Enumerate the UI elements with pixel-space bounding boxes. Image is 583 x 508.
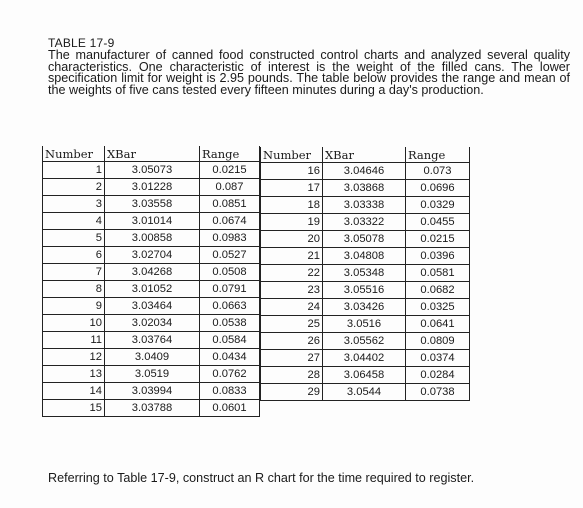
table-row [43, 196, 260, 213]
row-xbar: 3.03322 [323, 214, 406, 231]
table-right [260, 147, 470, 401]
row-range: 0.0584 [200, 332, 260, 349]
row-xbar: 3.01052 [105, 281, 200, 298]
table-row [261, 180, 470, 197]
row-range: 0.0329 [406, 197, 470, 214]
table-row [261, 248, 470, 265]
row-number: 15 [43, 400, 105, 417]
row-xbar: 3.03464 [105, 298, 200, 315]
row-range: 0.0851 [200, 196, 260, 213]
row-xbar: 3.0409 [105, 349, 200, 366]
table-row [261, 265, 470, 282]
row-range: 0.0284 [406, 367, 470, 384]
row-xbar: 3.0516 [323, 316, 406, 333]
table-row [261, 350, 470, 367]
row-range: 0.0674 [200, 213, 260, 230]
row-xbar: 3.05073 [105, 162, 200, 179]
row-xbar: 3.03426 [323, 299, 406, 316]
table-row [43, 366, 260, 383]
table-row [261, 316, 470, 333]
row-range: 0.0215 [200, 162, 260, 179]
row-range: 0.0833 [200, 383, 260, 400]
row-number: 16 [261, 163, 323, 180]
header-number: Number [261, 147, 323, 163]
table-row [261, 333, 470, 350]
table-row [261, 214, 470, 231]
row-number: 11 [43, 332, 105, 349]
row-xbar: 3.04268 [105, 264, 200, 281]
row-range: 0.0791 [200, 281, 260, 298]
row-range: 0.0809 [406, 333, 470, 350]
table-row [43, 264, 260, 281]
row-number: 1 [43, 162, 105, 179]
row-range: 0.0682 [406, 282, 470, 299]
table-row [43, 230, 260, 247]
row-xbar: 3.03764 [105, 332, 200, 349]
table-row [261, 299, 470, 316]
row-xbar: 3.04402 [323, 350, 406, 367]
table-row [261, 384, 470, 401]
row-xbar: 3.02034 [105, 315, 200, 332]
header-xbar: XBar [323, 147, 406, 163]
row-number: 20 [261, 231, 323, 248]
row-range: 0.0434 [200, 349, 260, 366]
row-xbar: 3.05348 [323, 265, 406, 282]
table-title: TABLE 17-9 [48, 36, 115, 50]
table-row [43, 400, 260, 417]
row-xbar: 3.04808 [323, 248, 406, 265]
table-row [43, 247, 260, 264]
row-range: 0.0396 [406, 248, 470, 265]
row-range: 0.0641 [406, 316, 470, 333]
row-range: 0.073 [406, 163, 470, 180]
row-xbar: 3.05516 [323, 282, 406, 299]
table-row [43, 213, 260, 230]
row-number: 12 [43, 349, 105, 366]
row-xbar: 3.01014 [105, 213, 200, 230]
row-number: 9 [43, 298, 105, 315]
table-header-row [43, 146, 260, 162]
row-range: 0.087 [200, 179, 260, 196]
header-xbar: XBar [105, 146, 200, 162]
row-number: 13 [43, 366, 105, 383]
row-number: 28 [261, 367, 323, 384]
row-range: 0.0325 [406, 299, 470, 316]
row-number: 27 [261, 350, 323, 367]
row-xbar: 3.02704 [105, 247, 200, 264]
row-range: 0.0374 [406, 350, 470, 367]
row-xbar: 3.05562 [323, 333, 406, 350]
row-number: 22 [261, 265, 323, 282]
table-row [261, 282, 470, 299]
row-number: 7 [43, 264, 105, 281]
table-row [43, 315, 260, 332]
row-range: 0.0455 [406, 214, 470, 231]
header-range: Range [200, 146, 260, 162]
row-xbar: 3.0544 [323, 384, 406, 401]
row-range: 0.0983 [200, 230, 260, 247]
row-number: 23 [261, 282, 323, 299]
row-range: 0.0527 [200, 247, 260, 264]
row-number: 14 [43, 383, 105, 400]
row-number: 2 [43, 179, 105, 196]
row-range: 0.0696 [406, 180, 470, 197]
row-number: 6 [43, 247, 105, 264]
table-header-row [261, 147, 470, 163]
row-xbar: 3.00858 [105, 230, 200, 247]
table-row [261, 231, 470, 248]
header-number: Number [43, 146, 105, 162]
row-xbar: 3.03994 [105, 383, 200, 400]
table-row [43, 281, 260, 298]
row-number: 4 [43, 213, 105, 230]
table-row [43, 162, 260, 179]
intro-paragraph: The manufacturer of canned food constructed control charts and analyzed several quality characteristics. One characteristic of interest is the weight of the filled cans. The lower specification limit for weight is 2.95 pounds. The table below provides the range and mean of the weights of five cans tested every fifteen minutes during a day's production. [48, 48, 570, 97]
header-range: Range [406, 147, 470, 163]
row-number: 17 [261, 180, 323, 197]
row-number: 3 [43, 196, 105, 213]
row-xbar: 3.05078 [323, 231, 406, 248]
row-range: 0.0762 [200, 366, 260, 383]
row-xbar: 3.01228 [105, 179, 200, 196]
row-number: 26 [261, 333, 323, 350]
row-range: 0.0508 [200, 264, 260, 281]
row-number: 29 [261, 384, 323, 401]
row-xbar: 3.04646 [323, 163, 406, 180]
row-xbar: 3.03338 [323, 197, 406, 214]
row-range: 0.0663 [200, 298, 260, 315]
row-number: 24 [261, 299, 323, 316]
table-left [42, 146, 260, 417]
row-xbar: 3.03868 [323, 180, 406, 197]
table-row [261, 197, 470, 214]
question-text: Referring to Table 17-9, construct an R chart for the time required to register. [48, 471, 475, 485]
row-number: 19 [261, 214, 323, 231]
row-number: 10 [43, 315, 105, 332]
row-xbar: 3.03558 [105, 196, 200, 213]
row-number: 8 [43, 281, 105, 298]
row-number: 5 [43, 230, 105, 247]
row-range: 0.0601 [200, 400, 260, 417]
table-row [43, 179, 260, 196]
row-range: 0.0215 [406, 231, 470, 248]
table-row [43, 349, 260, 366]
row-range: 0.0738 [406, 384, 470, 401]
row-number: 25 [261, 316, 323, 333]
row-xbar: 3.06458 [323, 367, 406, 384]
row-number: 21 [261, 248, 323, 265]
table-row [261, 367, 470, 384]
row-number: 18 [261, 197, 323, 214]
row-range: 0.0538 [200, 315, 260, 332]
table-row [43, 383, 260, 400]
table-row [43, 332, 260, 349]
table-row [43, 298, 260, 315]
table-row [261, 163, 470, 180]
row-xbar: 3.0519 [105, 366, 200, 383]
data-tables [42, 146, 470, 417]
row-range: 0.0581 [406, 265, 470, 282]
row-xbar: 3.03788 [105, 400, 200, 417]
